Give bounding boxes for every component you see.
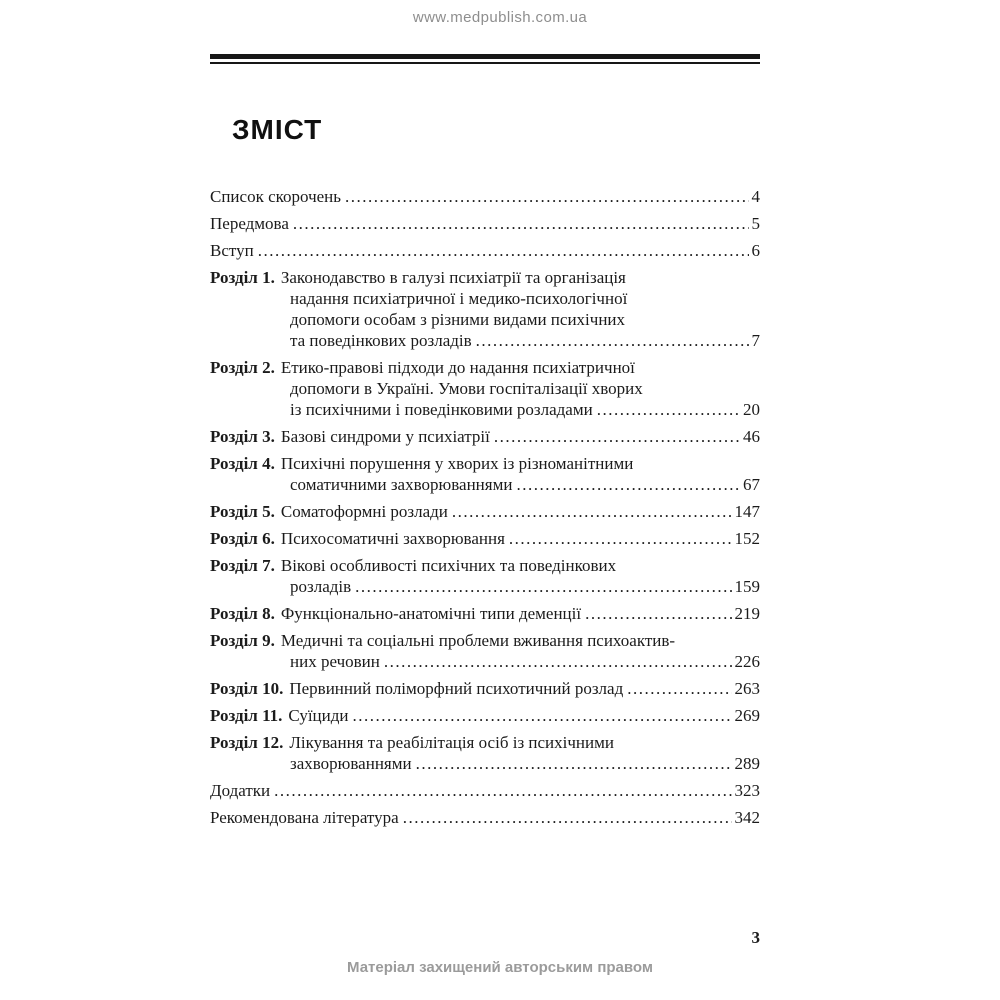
toc-entry xyxy=(210,501,760,522)
toc-entry-line xyxy=(210,630,760,651)
toc-entry-text: Функціонально-анатомічні типи деменції xyxy=(280,604,582,623)
toc-entry-text: та поведінкових розладів xyxy=(290,331,472,350)
toc-entry-label: Розділ 1. xyxy=(210,268,275,287)
toc-page-number: 323 xyxy=(734,781,760,800)
dot-leader xyxy=(353,705,732,726)
dot-leader xyxy=(494,426,740,447)
dot-leader xyxy=(384,651,732,672)
page-content xyxy=(210,0,760,828)
toc-page-number: 7 xyxy=(751,331,760,350)
toc-entry-text: них речовин xyxy=(290,652,380,671)
dot-leader xyxy=(627,678,731,699)
toc-entry-line xyxy=(290,753,760,774)
toc-entry-line xyxy=(210,807,760,828)
toc-entry-line xyxy=(210,357,760,378)
toc-page-number: 4 xyxy=(751,187,760,206)
toc-entry-text: із психічними і поведінковими розладами xyxy=(290,400,593,419)
toc-page-number: 219 xyxy=(734,604,760,623)
toc-page-number: 152 xyxy=(734,529,760,548)
toc-entry-label: Розділ 11. xyxy=(210,706,283,725)
toc-entry xyxy=(210,780,760,801)
dot-leader xyxy=(274,780,731,801)
toc-entry-line xyxy=(290,474,760,495)
toc-entry-text: Вступ xyxy=(210,241,254,260)
toc-entry-label: Розділ 6. xyxy=(210,529,275,548)
toc-entry-line xyxy=(290,288,760,309)
toc-entry-line xyxy=(290,576,760,597)
toc-page-number: 67 xyxy=(743,475,760,494)
toc-page-number: 6 xyxy=(751,241,760,260)
toc-entry-text: Список скорочень xyxy=(210,187,342,206)
toc-entry-line xyxy=(210,501,760,522)
dot-leader xyxy=(293,213,749,234)
page-number: 3 xyxy=(751,928,760,947)
toc-list xyxy=(210,186,760,828)
toc-entry-text: Лікування та реабілітація осіб із психічними xyxy=(289,733,614,752)
toc-entry-line xyxy=(290,330,760,351)
toc-entry-text: Соматоформні розлади xyxy=(280,502,448,521)
dot-leader xyxy=(403,807,732,828)
toc-entry-label: Розділ 7. xyxy=(210,556,275,575)
toc-entry-text: Психічні порушення у хворих із різноманітними xyxy=(280,454,634,473)
toc-entry xyxy=(210,555,760,597)
toc-page-number: 263 xyxy=(734,679,760,698)
toc-entry-text: Передмова xyxy=(210,214,289,233)
toc-entry-line xyxy=(210,732,760,753)
toc-entry-text: Медичні та соціальні проблеми вживання психоактив- xyxy=(280,631,676,650)
dot-leader xyxy=(476,330,749,351)
toc-entry-line xyxy=(210,186,760,207)
toc-entry-line xyxy=(210,705,760,726)
toc-entry xyxy=(210,357,760,420)
toc-entry-text: допомоги в Україні. Умови госпіталізації хворих xyxy=(290,379,643,398)
toc-entry-text: Психосоматичні захворювання xyxy=(280,529,505,548)
toc-entry-line xyxy=(210,240,760,261)
toc-entry xyxy=(210,705,760,726)
toc-entry-line xyxy=(290,309,760,330)
toc-entry-line xyxy=(290,651,760,672)
toc-entry-label: Розділ 5. xyxy=(210,502,275,521)
toc-entry-label: Розділ 2. xyxy=(210,358,275,377)
toc-entry xyxy=(210,426,760,447)
toc-entry-label: Розділ 9. xyxy=(210,631,275,650)
toc-entry-line xyxy=(210,453,760,474)
toc-page-number: 159 xyxy=(734,577,760,596)
toc-entry xyxy=(210,453,760,495)
toc-entry-text: Рекомендована література xyxy=(210,808,399,827)
toc-page-number: 5 xyxy=(751,214,760,233)
toc-entry-line xyxy=(290,399,760,420)
toc-entry-text: допомоги особам з різними видами психічних xyxy=(290,310,626,329)
toc-entry-text: захворюваннями xyxy=(290,754,412,773)
toc-entry xyxy=(210,630,760,672)
toc-entry-label: Розділ 4. xyxy=(210,454,275,473)
toc-entry-label: Розділ 8. xyxy=(210,604,275,623)
toc-page-number: 289 xyxy=(734,754,760,773)
dot-leader xyxy=(355,576,731,597)
toc-entry-line xyxy=(210,678,760,699)
dot-leader xyxy=(516,474,740,495)
toc-entry-line xyxy=(210,555,760,576)
toc-page-number: 46 xyxy=(743,427,760,446)
dot-leader xyxy=(345,186,748,207)
toc-entry-text: Базові синдроми у психіатрії xyxy=(280,427,490,446)
toc-entry-text: Етико-правові підходи до надання психіатричної xyxy=(280,358,635,377)
toc-page-number: 342 xyxy=(734,808,760,827)
toc-page-number: 147 xyxy=(734,502,760,521)
toc-entry xyxy=(210,807,760,828)
toc-entry xyxy=(210,528,760,549)
toc-entry-label: Розділ 10. xyxy=(210,679,284,698)
toc-entry xyxy=(210,240,760,261)
toc-entry xyxy=(210,603,760,624)
toc-entry-line xyxy=(210,267,760,288)
dot-leader xyxy=(585,603,731,624)
page-title: ЗМІСТ xyxy=(232,114,323,145)
toc-entry-text: Суїциди xyxy=(288,706,349,725)
toc-entry xyxy=(210,213,760,234)
toc-entry-line xyxy=(210,528,760,549)
toc-entry xyxy=(210,678,760,699)
toc-entry-label: Розділ 12. xyxy=(210,733,284,752)
toc-entry-text: Законодавство в галузі психіатрії та організація xyxy=(280,268,626,287)
double-rule xyxy=(210,54,760,64)
toc-entry-text: Додатки xyxy=(210,781,271,800)
toc-entry-text: надання психіатричної і медико-психологічної xyxy=(290,289,628,308)
toc-entry-line xyxy=(290,378,760,399)
toc-entry-text: соматичними захворюваннями xyxy=(290,475,513,494)
toc-entry-line xyxy=(210,780,760,801)
publisher-url: www.medpublish.com.ua xyxy=(412,9,588,26)
toc-entry-line xyxy=(210,213,760,234)
toc-entry-text: розладів xyxy=(290,577,352,596)
toc-entry-text: Вікові особливості психічних та поведінкових xyxy=(280,556,617,575)
toc-page-number: 20 xyxy=(743,400,760,419)
dot-leader xyxy=(416,753,732,774)
toc-entry-text: Первинний поліморфний психотичний розлад xyxy=(289,679,624,698)
toc-entry xyxy=(210,732,760,774)
toc-entry xyxy=(210,186,760,207)
toc-entry-label: Розділ 3. xyxy=(210,427,275,446)
toc-page-number: 269 xyxy=(734,706,760,725)
toc-page-number: 226 xyxy=(734,652,760,671)
dot-leader xyxy=(452,501,732,522)
dot-leader xyxy=(258,240,749,261)
toc-entry-line xyxy=(210,603,760,624)
copyright-notice: Матеріал захищений авторським правом xyxy=(347,959,653,976)
dot-leader xyxy=(597,399,740,420)
dot-leader xyxy=(509,528,732,549)
toc-entry-line xyxy=(210,426,760,447)
toc-entry xyxy=(210,267,760,351)
